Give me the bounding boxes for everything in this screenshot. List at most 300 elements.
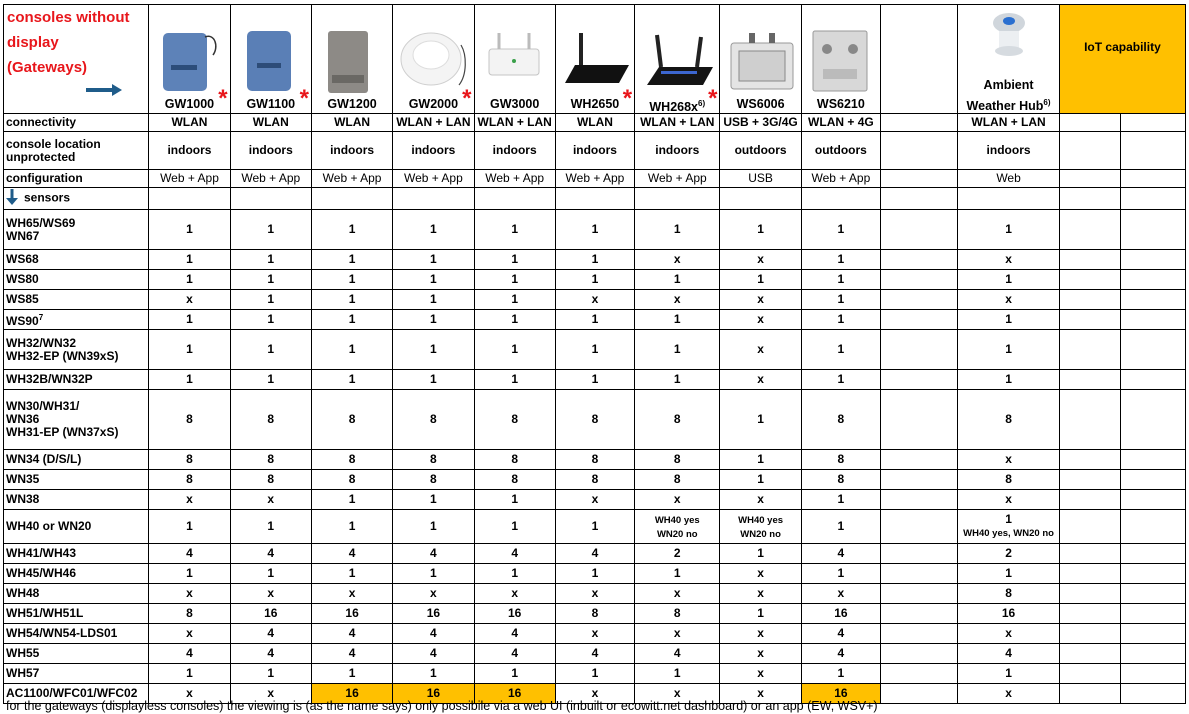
sensor-value: 1 [474,330,555,370]
product-image-svg [153,25,225,93]
sensor-row [4,390,1186,450]
extra-cell [1120,290,1185,310]
sensor-value: 1 [635,664,720,684]
sensor-value: x [311,584,392,604]
iot-cell [1059,290,1120,310]
sensor-value: 4 [393,544,474,564]
product-image-svg [479,25,551,93]
iot-cell [1059,564,1120,584]
sensor-value [881,624,958,644]
empty-cell [720,188,801,210]
sensor-value: 1 [230,250,311,270]
sensor-value: 2 [958,544,1060,564]
sensor-value: 1 [801,210,880,250]
sensor-value: 16 [958,604,1060,624]
cell-configuration [881,170,958,188]
corner-title-line1: consoles without [7,9,130,26]
sensor-value [881,250,958,270]
sensor-row [4,544,1186,564]
product-col-1 [149,5,230,114]
sensor-value: 4 [801,624,880,644]
sensor-value: 1 [720,210,801,250]
extra-cell [1120,664,1185,684]
extra-cell [1120,210,1185,250]
extra-cell [1120,684,1185,704]
sensor-value: 4 [149,644,230,664]
product-name: $WH268x^{6)}$ [649,99,706,114]
sensor-value: 4 [311,624,392,644]
iot-cell [1059,210,1120,250]
iot-cell [1059,664,1120,684]
cell-connectivity: WLAN + 4G [801,114,880,132]
sensor-row [4,470,1186,490]
sensor-value: 1 [474,664,555,684]
sensor-value: 1 [555,370,634,390]
sensor-value: 1 [635,210,720,250]
sensor-value: 1 [149,330,230,370]
sensor-value: 1 [635,270,720,290]
sensor-value: 8 [230,450,311,470]
product-image-svg [235,25,307,93]
product-image-svg [641,25,713,93]
sensor-value: 8 [555,470,634,490]
product-name: GW3000 [489,97,540,111]
empty-cell [474,188,555,210]
sensor-value: x [958,684,1060,704]
sensor-value: x [958,490,1060,510]
product-name: GW2000 [408,97,459,111]
extra-cell [1120,450,1185,470]
sensor-value: 8 [555,390,634,450]
empty-cell [801,188,880,210]
sensor-value: 8 [635,604,720,624]
sensor-value [881,310,958,330]
sensor-value [881,490,958,510]
sensor-value: 8 [474,450,555,470]
row-label-location: console location unprotected [4,132,149,170]
iot-cell [1059,584,1120,604]
sensor-value: 16 [474,684,555,704]
sensor-value: 8 [474,390,555,450]
sensor-value: x [555,684,634,704]
sensor-row [4,450,1186,470]
sensor-value: 4 [555,644,634,664]
sensor-label: WH54/WN54-LDS01 [4,624,149,644]
sensor-value: x [230,584,311,604]
sensor-value: 1 [230,290,311,310]
sensor-value: x [635,684,720,704]
sensor-value: 16 [311,604,392,624]
sensor-value: 1 [230,370,311,390]
recommended-star-icon: * [708,85,718,112]
cell-configuration: Web + App [635,170,720,188]
sensor-value [881,450,958,470]
product-image [720,23,800,95]
sensor-row [4,644,1186,664]
sensor-value [881,604,958,624]
iot-cell [1059,114,1120,132]
sensor-value: x [555,490,634,510]
product-col-10 [881,5,958,114]
gateway-comparison-table [3,4,1186,704]
sensor-value: 1 [635,564,720,584]
sensor-value: 1 [555,664,634,684]
sensor-value: x [635,624,720,644]
cell-configuration: Web + App [474,170,555,188]
sensor-row [4,584,1186,604]
cell-configuration: Web + App [393,170,474,188]
sensor-value: 8 [635,390,720,450]
sensor-value: x [720,310,801,330]
sensor-value: 1 [720,390,801,450]
sensor-value: 8 [635,450,720,470]
sensor-value: x [720,644,801,664]
sensor-value [881,210,958,250]
sensor-value: 8 [311,470,392,490]
sensor-value: 1 [555,564,634,584]
sensor-value: 8 [555,604,634,624]
sensor-value: 1 [311,330,392,370]
sensor-value [881,564,958,584]
product-image [312,23,392,95]
sensor-value: 8 [149,390,230,450]
sensor-value: WH40 yes WN20 no [720,510,801,544]
sensor-label: $WS90^7$ [4,310,149,330]
empty-cell [1120,188,1185,210]
sensor-value: 1 [393,210,474,250]
sensor-value: 4 [149,544,230,564]
sensor-row [4,624,1186,644]
sensor-value: x [720,250,801,270]
sensor-value: x [720,564,801,584]
product-name: WH2650 [570,97,620,111]
sensor-row [4,604,1186,624]
sensor-value: x [720,584,801,604]
cell-location: indoors [474,132,555,170]
product-name: WS6210 [816,97,865,111]
down-arrow-svg [6,189,18,205]
sensor-value: 4 [230,544,311,564]
empty-cell [393,188,474,210]
sensor-value: 8 [393,470,474,490]
product-image [475,23,555,95]
sensor-value: 1 [149,210,230,250]
cell-connectivity: WLAN [149,114,230,132]
product-col-7 [635,5,720,114]
sensor-value: x [555,584,634,604]
extra-cell [1120,390,1185,450]
extra-cell [1120,544,1185,564]
sensor-value: 1 [801,270,880,290]
cell-connectivity: WLAN + LAN [958,114,1060,132]
product-name [881,95,957,113]
sensor-value [881,510,958,544]
corner-title-line3: (Gateways) [7,59,88,76]
sensor-label: WH48 [4,584,149,604]
sensor-value: 4 [311,644,392,664]
sensor-value: 1 [230,210,311,250]
sensor-value: x [635,490,720,510]
corner-title-line2: display [7,34,59,51]
iot-cell [1059,270,1120,290]
sensor-label: WH55 [4,644,149,664]
sensor-value: 1 WH40 yes, WN20 no [958,510,1060,544]
sensor-value: 1 [230,510,311,544]
cell-configuration: Web [958,170,1060,188]
row-label-connectivity: connectivity [4,114,149,132]
sensor-label: WS80 [4,270,149,290]
sensor-label: WH65/WS69 WN67 [4,210,149,250]
iot-cell [1059,624,1120,644]
product-name: GW1100 [246,97,296,111]
sensor-value: x [393,584,474,604]
sensor-value: x [230,684,311,704]
sensor-value: 8 [149,604,230,624]
sensor-value: 1 [474,490,555,510]
sensor-value: 16 [230,604,311,624]
sensor-value: 1 [474,370,555,390]
sensor-value: 1 [149,564,230,584]
sensor-value: 1 [149,510,230,544]
sensor-row [4,564,1186,584]
sensor-value [881,290,958,310]
cell-configuration: Web + App [149,170,230,188]
row-configuration [4,170,1186,188]
sensor-value: WH40 yes WN20 no [635,510,720,544]
row-connectivity [4,114,1186,132]
sensor-value [881,684,958,704]
sensor-label: WN38 [4,490,149,510]
extra-cell [1120,270,1185,290]
sensor-value: 1 [230,330,311,370]
cell-configuration: USB [720,170,801,188]
sensor-value: 1 [230,310,311,330]
sensor-value: 1 [801,664,880,684]
iot-cell [1059,330,1120,370]
sensor-value: 4 [555,544,634,564]
sensor-value: 1 [311,250,392,270]
sensor-value: 1 [230,664,311,684]
sensor-value: x [720,490,801,510]
recommended-star-icon: * [218,85,228,112]
extra-cell [1120,564,1185,584]
sensor-value [881,390,958,450]
sensor-value: 1 [230,564,311,584]
sensor-value: 1 [311,664,392,684]
sensor-value: 1 [720,604,801,624]
sensor-value: 1 [555,270,634,290]
sensor-value: 1 [555,310,634,330]
product-image-svg [805,25,877,93]
sensor-value: 8 [958,584,1060,604]
row-label-configuration: configuration [4,170,149,188]
sensor-value: 1 [801,564,880,584]
product-col-9 [801,5,880,114]
product-col-6 [555,5,634,114]
sensor-value: 4 [474,644,555,664]
sensor-value: 8 [149,450,230,470]
sensor-value: x [149,490,230,510]
sensor-value: x [720,684,801,704]
sensor-value: 1 [393,490,474,510]
sensor-value: x [958,450,1060,470]
sensor-value: 8 [801,390,880,450]
sensor-value: x [635,290,720,310]
sensor-value: 1 [149,270,230,290]
empty-cell [1059,188,1120,210]
sensor-value: 8 [311,450,392,470]
sensor-value: 1 [474,210,555,250]
sensor-value: 1 [230,270,311,290]
product-col-3 [311,5,392,114]
sensor-value: 1 [720,270,801,290]
sensor-row [4,490,1186,510]
sensor-value: x [149,584,230,604]
sensor-label: WH45/WH46 [4,564,149,584]
sensor-value: 8 [958,470,1060,490]
sensor-value: 8 [393,390,474,450]
product-name: GW1200 [327,97,377,111]
sensor-value: x [149,624,230,644]
iot-cell [1059,684,1120,704]
extra-cell [1120,604,1185,624]
cell-location: outdoors [720,132,801,170]
sensor-value: 1 [149,370,230,390]
sensor-value: 1 [474,250,555,270]
sensor-row [4,210,1186,250]
sensor-value: 16 [801,604,880,624]
extra-cell [1120,370,1185,390]
extra-cell [1120,330,1185,370]
sensor-value: 1 [311,310,392,330]
product-image [881,23,957,95]
sensor-row [4,310,1186,330]
sensor-value: 1 [393,250,474,270]
sensor-value: x [720,664,801,684]
recommended-star-icon: * [622,85,633,112]
sensor-label: WN30/WH31/ WN36 WH31-EP (WN37xS) [4,390,149,450]
cell-configuration: Web + App [230,170,311,188]
sensor-value: 1 [474,510,555,544]
sensor-value: x [149,684,230,704]
sensor-value: 1 [393,510,474,544]
recommended-star-icon: * [462,85,472,112]
sensor-value [881,544,958,564]
sensor-value: 16 [801,684,880,704]
iot-cell [1059,170,1120,188]
iot-cell [1059,370,1120,390]
sensor-value: 1 [149,664,230,684]
cell-location: indoors [555,132,634,170]
sensor-value: 1 [311,370,392,390]
sensor-value: x [149,290,230,310]
sensor-row [4,330,1186,370]
extra-cell [1120,584,1185,604]
extra-cell [1120,510,1185,544]
sensor-value: x [720,330,801,370]
sensor-label: WN35 [4,470,149,490]
cell-configuration: Web + App [555,170,634,188]
iot-cell [1059,470,1120,490]
sensor-value: 1 [311,290,392,310]
sensor-value: 4 [801,644,880,664]
product-col-5 [474,5,555,114]
sensors-label: sensors [4,188,149,210]
product-image-svg [559,25,631,93]
extra-cell [1120,250,1185,270]
sensor-value: 1 [801,510,880,544]
sensor-label: WS68 [4,250,149,270]
sensor-label: WS85 [4,290,149,310]
sensor-value: 1 [311,564,392,584]
empty-cell [311,188,392,210]
sensor-row [4,370,1186,390]
sensor-value: 1 [393,564,474,584]
sensor-value: 8 [958,390,1060,450]
sensor-label: WH51/WH51L [4,604,149,624]
sensor-row [4,250,1186,270]
iot-cell [1059,310,1120,330]
footnote: for the gateways (displayless consoles) the viewing is (as the name says) only possibile via a web UI (inbuilt or ecowitt.net dashboard) or an app (EW, WSV+) [6,699,878,713]
sensor-value: x [720,290,801,310]
empty-cell [555,188,634,210]
sensor-value: 1 [801,370,880,390]
header-row [4,5,1186,114]
sensor-value: 1 [555,510,634,544]
sensor-value: 1 [393,290,474,310]
product-col-11 [958,5,1060,114]
sensor-value: 1 [801,290,880,310]
sensor-value: x [474,584,555,604]
extra-cell [1120,644,1185,664]
sensor-label: WH57 [4,664,149,684]
sensor-value: 1 [474,310,555,330]
empty-cell [958,188,1060,210]
sensor-value: 1 [393,270,474,290]
sensor-value: x [555,624,634,644]
cell-location: indoors [230,132,311,170]
sensor-value: 4 [393,624,474,644]
iot-cell [1059,490,1120,510]
sensor-value: 1 [393,370,474,390]
sensor-value: 16 [311,684,392,704]
sensor-value: 8 [311,390,392,450]
right-arrow-svg [86,84,122,96]
cell-connectivity [881,114,958,132]
cell-connectivity: WLAN [230,114,311,132]
sensor-value: 8 [555,450,634,470]
sensor-value: x [958,250,1060,270]
cell-location: indoors [958,132,1060,170]
iot-cell [1059,604,1120,624]
sensor-value [881,270,958,290]
sensor-value: 1 [958,330,1060,370]
sensor-label: WH41/WH43 [4,544,149,564]
cell-connectivity: WLAN [555,114,634,132]
sensor-value: 1 [555,250,634,270]
extra-cell [1120,114,1185,132]
extra-cell [1120,490,1185,510]
sensor-value: 1 [958,664,1060,684]
product-image-svg [973,7,1045,75]
sensor-label: WH32B/WN32P [4,370,149,390]
empty-cell [230,188,311,210]
sensor-value [881,664,958,684]
sensor-value: 1 [635,310,720,330]
empty-cell [881,188,958,210]
product-image-svg [316,25,388,93]
cell-location: indoors [149,132,230,170]
